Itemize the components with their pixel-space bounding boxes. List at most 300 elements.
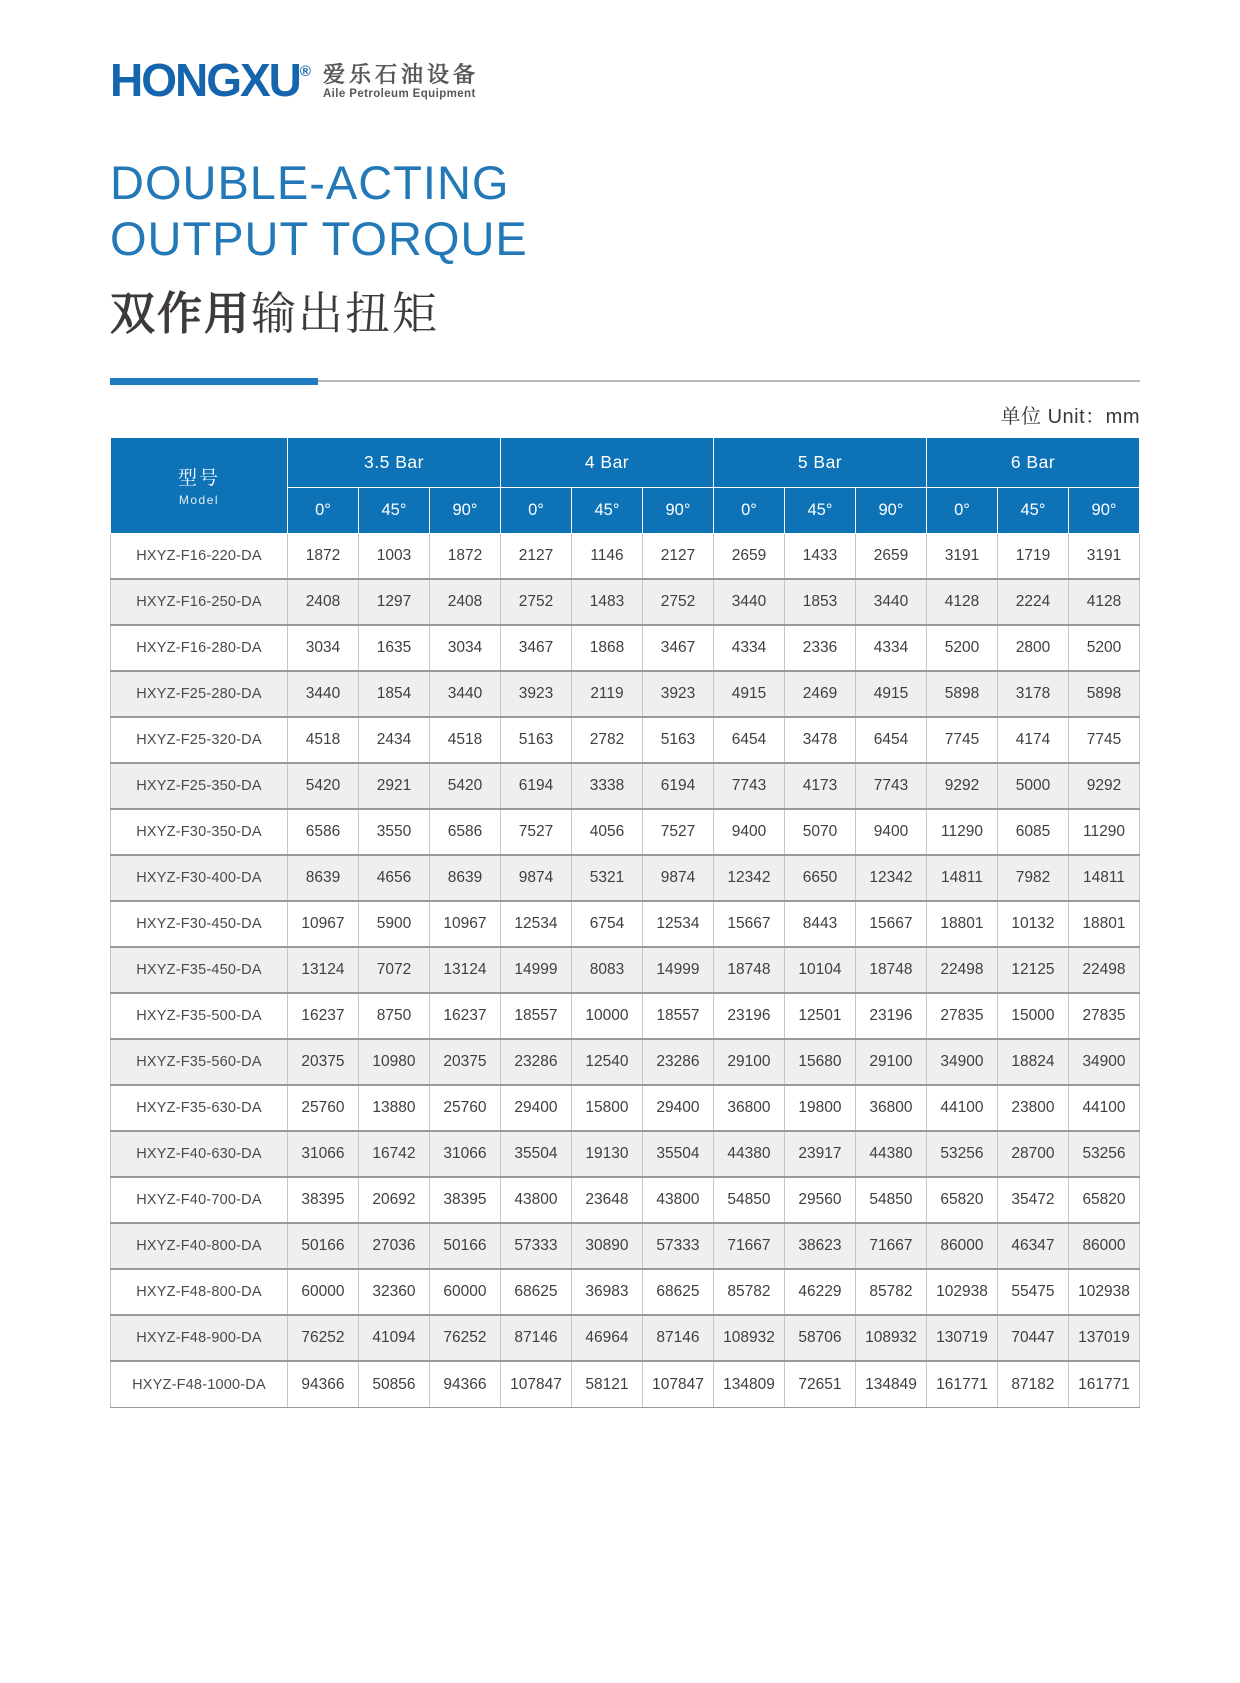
section-divider	[110, 378, 1140, 385]
brand-name: HONGXU	[110, 54, 300, 106]
torque-value-cell: 3923	[642, 671, 713, 717]
torque-value-cell: 27036	[358, 1223, 429, 1269]
torque-value-cell: 34900	[1068, 1039, 1139, 1085]
torque-value-cell: 87182	[997, 1361, 1068, 1407]
table-row	[111, 809, 1140, 855]
page-title	[110, 155, 1140, 342]
unit-note: 单位 Unit：mm	[1000, 405, 1140, 428]
torque-value-cell: 10967	[287, 901, 358, 947]
torque-value-cell: 9400	[713, 809, 784, 855]
torque-value-cell: 19130	[571, 1131, 642, 1177]
torque-value-cell: 3338	[571, 763, 642, 809]
torque-value-cell: 3467	[642, 625, 713, 671]
torque-value-cell: 65820	[1068, 1177, 1139, 1223]
torque-value-cell: 36800	[713, 1085, 784, 1131]
model-cell: HXYZ-F30-400-DA	[111, 855, 288, 901]
torque-value-cell: 29560	[784, 1177, 855, 1223]
torque-value-cell: 2752	[500, 579, 571, 625]
torque-value-cell: 16237	[287, 993, 358, 1039]
model-cell: HXYZ-F30-350-DA	[111, 809, 288, 855]
torque-value-cell: 23648	[571, 1177, 642, 1223]
torque-value-cell: 1635	[358, 625, 429, 671]
torque-value-cell: 27835	[926, 993, 997, 1039]
torque-value-cell: 85782	[855, 1269, 926, 1315]
torque-value-cell: 7743	[855, 763, 926, 809]
model-cell: HXYZ-F25-350-DA	[111, 763, 288, 809]
torque-value-cell: 2800	[997, 625, 1068, 671]
angle-header: 45°	[358, 487, 429, 533]
table-row	[111, 947, 1140, 993]
torque-value-cell: 2469	[784, 671, 855, 717]
torque-value-cell: 3034	[429, 625, 500, 671]
torque-value-cell: 5163	[500, 717, 571, 763]
torque-value-cell: 29400	[500, 1085, 571, 1131]
torque-value-cell: 13124	[287, 947, 358, 993]
torque-value-cell: 8443	[784, 901, 855, 947]
torque-value-cell: 86000	[926, 1223, 997, 1269]
torque-value-cell: 6085	[997, 809, 1068, 855]
torque-value-cell: 161771	[926, 1361, 997, 1407]
angle-header: 0°	[500, 487, 571, 533]
torque-value-cell: 102938	[1068, 1269, 1139, 1315]
torque-value-cell: 55475	[997, 1269, 1068, 1315]
angle-header: 45°	[571, 487, 642, 533]
torque-value-cell: 6650	[784, 855, 855, 901]
torque-value-cell: 12540	[571, 1039, 642, 1085]
torque-value-cell: 15800	[571, 1085, 642, 1131]
torque-value-cell: 28700	[997, 1131, 1068, 1177]
torque-value-cell: 5420	[287, 763, 358, 809]
model-cell: HXYZ-F35-500-DA	[111, 993, 288, 1039]
torque-value-cell: 46964	[571, 1315, 642, 1361]
title-chinese	[110, 277, 1140, 342]
torque-value-cell: 7982	[997, 855, 1068, 901]
torque-value-cell: 7527	[642, 809, 713, 855]
torque-value-cell: 54850	[855, 1177, 926, 1223]
torque-value-cell: 4128	[926, 579, 997, 625]
torque-value-cell: 14811	[1068, 855, 1139, 901]
torque-value-cell: 5321	[571, 855, 642, 901]
torque-value-cell: 1146	[571, 533, 642, 579]
title-line-2: OUTPUT TORQUE	[110, 212, 528, 266]
torque-value-cell: 7072	[358, 947, 429, 993]
angle-header: 0°	[713, 487, 784, 533]
table-row	[111, 533, 1140, 579]
pressure-header-row	[111, 437, 1140, 487]
model-cell: HXYZ-F16-220-DA	[111, 533, 288, 579]
torque-value-cell: 10132	[997, 901, 1068, 947]
pressure-group-header: 4 Bar	[500, 437, 713, 487]
torque-value-cell: 70447	[997, 1315, 1068, 1361]
torque-value-cell: 12534	[642, 901, 713, 947]
torque-value-cell: 3191	[926, 533, 997, 579]
torque-value-cell: 12342	[713, 855, 784, 901]
torque-value-cell: 9874	[500, 855, 571, 901]
table-header	[111, 437, 1140, 533]
torque-value-cell: 85782	[713, 1269, 784, 1315]
torque-value-cell: 4173	[784, 763, 855, 809]
torque-value-cell: 34900	[926, 1039, 997, 1085]
torque-value-cell: 10000	[571, 993, 642, 1039]
torque-value-cell: 2659	[855, 533, 926, 579]
torque-value-cell: 137019	[1068, 1315, 1139, 1361]
torque-value-cell: 68625	[500, 1269, 571, 1315]
table-row	[111, 1361, 1140, 1407]
model-cell: HXYZ-F25-320-DA	[111, 717, 288, 763]
torque-value-cell: 15667	[855, 901, 926, 947]
torque-value-cell: 4915	[713, 671, 784, 717]
torque-value-cell: 4174	[997, 717, 1068, 763]
torque-value-cell: 107847	[500, 1361, 571, 1407]
torque-value-cell: 38395	[429, 1177, 500, 1223]
table-row	[111, 855, 1140, 901]
torque-value-cell: 3440	[287, 671, 358, 717]
torque-value-cell: 58121	[571, 1361, 642, 1407]
torque-value-cell: 30890	[571, 1223, 642, 1269]
table-row	[111, 993, 1140, 1039]
torque-value-cell: 71667	[855, 1223, 926, 1269]
torque-value-cell: 35472	[997, 1177, 1068, 1223]
torque-value-cell: 108932	[855, 1315, 926, 1361]
angle-header: 45°	[784, 487, 855, 533]
table-row	[111, 1131, 1140, 1177]
torque-value-cell: 27835	[1068, 993, 1139, 1039]
angle-header: 90°	[429, 487, 500, 533]
table-row	[111, 1039, 1140, 1085]
torque-value-cell: 25760	[429, 1085, 500, 1131]
torque-value-cell: 3034	[287, 625, 358, 671]
torque-value-cell: 5900	[358, 901, 429, 947]
torque-value-cell: 9292	[926, 763, 997, 809]
torque-value-cell: 8083	[571, 947, 642, 993]
torque-value-cell: 2752	[642, 579, 713, 625]
torque-value-cell: 44380	[855, 1131, 926, 1177]
torque-value-cell: 10980	[358, 1039, 429, 1085]
torque-value-cell: 108932	[713, 1315, 784, 1361]
torque-value-cell: 43800	[500, 1177, 571, 1223]
torque-value-cell: 107847	[642, 1361, 713, 1407]
torque-value-cell: 38395	[287, 1177, 358, 1223]
table-row	[111, 1315, 1140, 1361]
torque-value-cell: 7743	[713, 763, 784, 809]
torque-value-cell: 53256	[926, 1131, 997, 1177]
logo-english-name: Aile Petroleum Equipment	[322, 88, 476, 101]
torque-value-cell: 130719	[926, 1315, 997, 1361]
torque-value-cell: 2408	[429, 579, 500, 625]
model-header-en: Model	[178, 493, 220, 508]
torque-value-cell: 3440	[855, 579, 926, 625]
logo	[110, 54, 1140, 106]
torque-value-cell: 13880	[358, 1085, 429, 1131]
torque-value-cell: 5898	[1068, 671, 1139, 717]
model-cell: HXYZ-F16-280-DA	[111, 625, 288, 671]
table-row	[111, 1085, 1140, 1131]
model-header-cn: 型号	[177, 468, 220, 490]
table-row	[111, 671, 1140, 717]
torque-value-cell: 29100	[855, 1039, 926, 1085]
torque-value-cell: 44100	[926, 1085, 997, 1131]
torque-value-cell: 4915	[855, 671, 926, 717]
torque-value-cell: 35504	[500, 1131, 571, 1177]
torque-value-cell: 50166	[429, 1223, 500, 1269]
torque-value-cell: 2659	[713, 533, 784, 579]
table-body	[111, 533, 1140, 1407]
torque-value-cell: 18801	[1068, 901, 1139, 947]
model-cell: HXYZ-F35-630-DA	[111, 1085, 288, 1131]
torque-value-cell: 23286	[500, 1039, 571, 1085]
torque-value-cell: 41094	[358, 1315, 429, 1361]
title-chinese-bold: 双作用	[110, 287, 252, 339]
torque-value-cell: 9292	[1068, 763, 1139, 809]
torque-value-cell: 161771	[1068, 1361, 1139, 1407]
torque-value-cell: 6194	[642, 763, 713, 809]
torque-value-cell: 46347	[997, 1223, 1068, 1269]
torque-value-cell: 23800	[997, 1085, 1068, 1131]
torque-value-cell: 68625	[642, 1269, 713, 1315]
torque-value-cell: 12501	[784, 993, 855, 1039]
torque-value-cell: 35504	[642, 1131, 713, 1177]
torque-value-cell: 60000	[429, 1269, 500, 1315]
pressure-group-header: 5 Bar	[713, 437, 926, 487]
model-cell: HXYZ-F48-900-DA	[111, 1315, 288, 1361]
torque-value-cell: 7745	[1068, 717, 1139, 763]
torque-value-cell: 22498	[926, 947, 997, 993]
torque-value-cell: 3923	[500, 671, 571, 717]
torque-value-cell: 8639	[287, 855, 358, 901]
torque-value-cell: 18557	[642, 993, 713, 1039]
model-cell: HXYZ-F16-250-DA	[111, 579, 288, 625]
torque-value-cell: 20375	[429, 1039, 500, 1085]
torque-value-cell: 31066	[287, 1131, 358, 1177]
torque-value-cell: 23196	[713, 993, 784, 1039]
torque-value-cell: 2127	[642, 533, 713, 579]
torque-value-cell: 5420	[429, 763, 500, 809]
torque-value-cell: 50166	[287, 1223, 358, 1269]
torque-value-cell: 4656	[358, 855, 429, 901]
torque-value-cell: 54850	[713, 1177, 784, 1223]
torque-value-cell: 3440	[429, 671, 500, 717]
torque-value-cell: 23196	[855, 993, 926, 1039]
brand-logo-text	[110, 54, 311, 106]
model-cell: HXYZ-F40-800-DA	[111, 1223, 288, 1269]
torque-value-cell: 1003	[358, 533, 429, 579]
torque-value-cell: 10104	[784, 947, 855, 993]
title-line-1: DOUBLE-ACTING	[110, 156, 510, 209]
torque-value-cell: 1872	[429, 533, 500, 579]
torque-table	[110, 437, 1140, 1408]
torque-value-cell: 23917	[784, 1131, 855, 1177]
torque-value-cell: 20375	[287, 1039, 358, 1085]
divider-grey-line	[318, 380, 1140, 382]
torque-value-cell: 2408	[287, 579, 358, 625]
torque-value-cell: 58706	[784, 1315, 855, 1361]
torque-value-cell: 10967	[429, 901, 500, 947]
torque-value-cell: 2434	[358, 717, 429, 763]
torque-value-cell: 18748	[855, 947, 926, 993]
table-row	[111, 1223, 1140, 1269]
torque-value-cell: 18801	[926, 901, 997, 947]
torque-value-cell: 3191	[1068, 533, 1139, 579]
torque-value-cell: 3440	[713, 579, 784, 625]
torque-value-cell: 87146	[500, 1315, 571, 1361]
torque-value-cell: 29100	[713, 1039, 784, 1085]
torque-value-cell: 13124	[429, 947, 500, 993]
torque-value-cell: 18557	[500, 993, 571, 1039]
model-column-header	[111, 437, 288, 533]
angle-header: 90°	[642, 487, 713, 533]
torque-value-cell: 1868	[571, 625, 642, 671]
title-chinese-rest: 输出扭矩	[251, 287, 440, 339]
table-row	[111, 1269, 1140, 1315]
torque-value-cell: 4128	[1068, 579, 1139, 625]
torque-value-cell: 11290	[926, 809, 997, 855]
torque-value-cell: 46229	[784, 1269, 855, 1315]
torque-value-cell: 29400	[642, 1085, 713, 1131]
torque-value-cell: 1297	[358, 579, 429, 625]
torque-value-cell: 44380	[713, 1131, 784, 1177]
torque-value-cell: 57333	[642, 1223, 713, 1269]
torque-value-cell: 7527	[500, 809, 571, 855]
torque-value-cell: 4518	[429, 717, 500, 763]
torque-value-cell: 18824	[997, 1039, 1068, 1085]
torque-value-cell: 60000	[287, 1269, 358, 1315]
model-cell: HXYZ-F40-700-DA	[111, 1177, 288, 1223]
torque-value-cell: 1854	[358, 671, 429, 717]
model-cell: HXYZ-F25-280-DA	[111, 671, 288, 717]
torque-value-cell: 57333	[500, 1223, 571, 1269]
model-cell: HXYZ-F30-450-DA	[111, 901, 288, 947]
torque-value-cell: 87146	[642, 1315, 713, 1361]
angle-header: 0°	[926, 487, 997, 533]
table-row	[111, 625, 1140, 671]
torque-value-cell: 15680	[784, 1039, 855, 1085]
model-cell: HXYZ-F35-560-DA	[111, 1039, 288, 1085]
torque-value-cell: 71667	[713, 1223, 784, 1269]
torque-value-cell: 65820	[926, 1177, 997, 1223]
torque-value-cell: 6454	[713, 717, 784, 763]
torque-value-cell: 134809	[713, 1361, 784, 1407]
torque-value-cell: 31066	[429, 1131, 500, 1177]
torque-value-cell: 4334	[713, 625, 784, 671]
angle-header: 0°	[287, 487, 358, 533]
divider-blue-segment	[110, 378, 318, 385]
torque-value-cell: 8750	[358, 993, 429, 1039]
torque-value-cell: 102938	[926, 1269, 997, 1315]
torque-value-cell: 5163	[642, 717, 713, 763]
table-row	[111, 763, 1140, 809]
torque-value-cell: 53256	[1068, 1131, 1139, 1177]
torque-value-cell: 4334	[855, 625, 926, 671]
torque-value-cell: 36983	[571, 1269, 642, 1315]
logo-chinese-name: 爱乐石油设备	[322, 62, 479, 87]
table-row	[111, 1177, 1140, 1223]
torque-value-cell: 5898	[926, 671, 997, 717]
torque-value-cell: 16237	[429, 993, 500, 1039]
torque-value-cell: 3550	[358, 809, 429, 855]
torque-value-cell: 15000	[997, 993, 1068, 1039]
torque-value-cell: 11290	[1068, 809, 1139, 855]
torque-value-cell: 2921	[358, 763, 429, 809]
torque-value-cell: 2336	[784, 625, 855, 671]
torque-value-cell: 38623	[784, 1223, 855, 1269]
torque-value-cell: 32360	[358, 1269, 429, 1315]
torque-value-cell: 5070	[784, 809, 855, 855]
torque-value-cell: 134849	[855, 1361, 926, 1407]
torque-value-cell: 1483	[571, 579, 642, 625]
torque-value-cell: 15667	[713, 901, 784, 947]
torque-value-cell: 2782	[571, 717, 642, 763]
torque-value-cell: 2119	[571, 671, 642, 717]
torque-value-cell: 1433	[784, 533, 855, 579]
torque-value-cell: 1719	[997, 533, 1068, 579]
torque-value-cell: 76252	[429, 1315, 500, 1361]
torque-value-cell: 9874	[642, 855, 713, 901]
torque-value-cell: 1853	[784, 579, 855, 625]
torque-value-cell: 19800	[784, 1085, 855, 1131]
torque-value-cell: 14999	[642, 947, 713, 993]
logo-subtext	[323, 63, 479, 100]
torque-value-cell: 8639	[429, 855, 500, 901]
torque-value-cell: 18748	[713, 947, 784, 993]
torque-value-cell: 4518	[287, 717, 358, 763]
torque-value-cell: 23286	[642, 1039, 713, 1085]
torque-value-cell: 50856	[358, 1361, 429, 1407]
pressure-group-header: 6 Bar	[926, 437, 1139, 487]
torque-value-cell: 43800	[642, 1177, 713, 1223]
model-cell: HXYZ-F35-450-DA	[111, 947, 288, 993]
angle-header: 90°	[855, 487, 926, 533]
torque-value-cell: 3178	[997, 671, 1068, 717]
table-row	[111, 901, 1140, 947]
torque-value-cell: 72651	[784, 1361, 855, 1407]
torque-value-cell: 6754	[571, 901, 642, 947]
torque-value-cell: 6454	[855, 717, 926, 763]
torque-value-cell: 9400	[855, 809, 926, 855]
torque-value-cell: 5000	[997, 763, 1068, 809]
torque-value-cell: 22498	[1068, 947, 1139, 993]
registered-trademark-icon: ®	[299, 62, 311, 80]
torque-value-cell: 14811	[926, 855, 997, 901]
torque-value-cell: 12342	[855, 855, 926, 901]
table-row	[111, 717, 1140, 763]
torque-value-cell: 20692	[358, 1177, 429, 1223]
model-cell: HXYZ-F48-1000-DA	[111, 1361, 288, 1407]
torque-value-cell: 5200	[926, 625, 997, 671]
torque-value-cell: 4056	[571, 809, 642, 855]
torque-value-cell: 6586	[429, 809, 500, 855]
torque-value-cell: 12125	[997, 947, 1068, 993]
torque-value-cell: 12534	[500, 901, 571, 947]
torque-value-cell: 44100	[1068, 1085, 1139, 1131]
torque-value-cell: 2127	[500, 533, 571, 579]
torque-value-cell: 3467	[500, 625, 571, 671]
torque-value-cell: 1872	[287, 533, 358, 579]
model-cell: HXYZ-F40-630-DA	[111, 1131, 288, 1177]
torque-value-cell: 5200	[1068, 625, 1139, 671]
pressure-group-header: 3.5 Bar	[287, 437, 500, 487]
torque-value-cell: 2224	[997, 579, 1068, 625]
torque-value-cell: 6194	[500, 763, 571, 809]
table-row	[111, 579, 1140, 625]
torque-value-cell: 86000	[1068, 1223, 1139, 1269]
torque-value-cell: 16742	[358, 1131, 429, 1177]
torque-value-cell: 3478	[784, 717, 855, 763]
angle-header: 45°	[997, 487, 1068, 533]
torque-value-cell: 94366	[429, 1361, 500, 1407]
torque-value-cell: 6586	[287, 809, 358, 855]
angle-header: 90°	[1068, 487, 1139, 533]
torque-value-cell: 14999	[500, 947, 571, 993]
